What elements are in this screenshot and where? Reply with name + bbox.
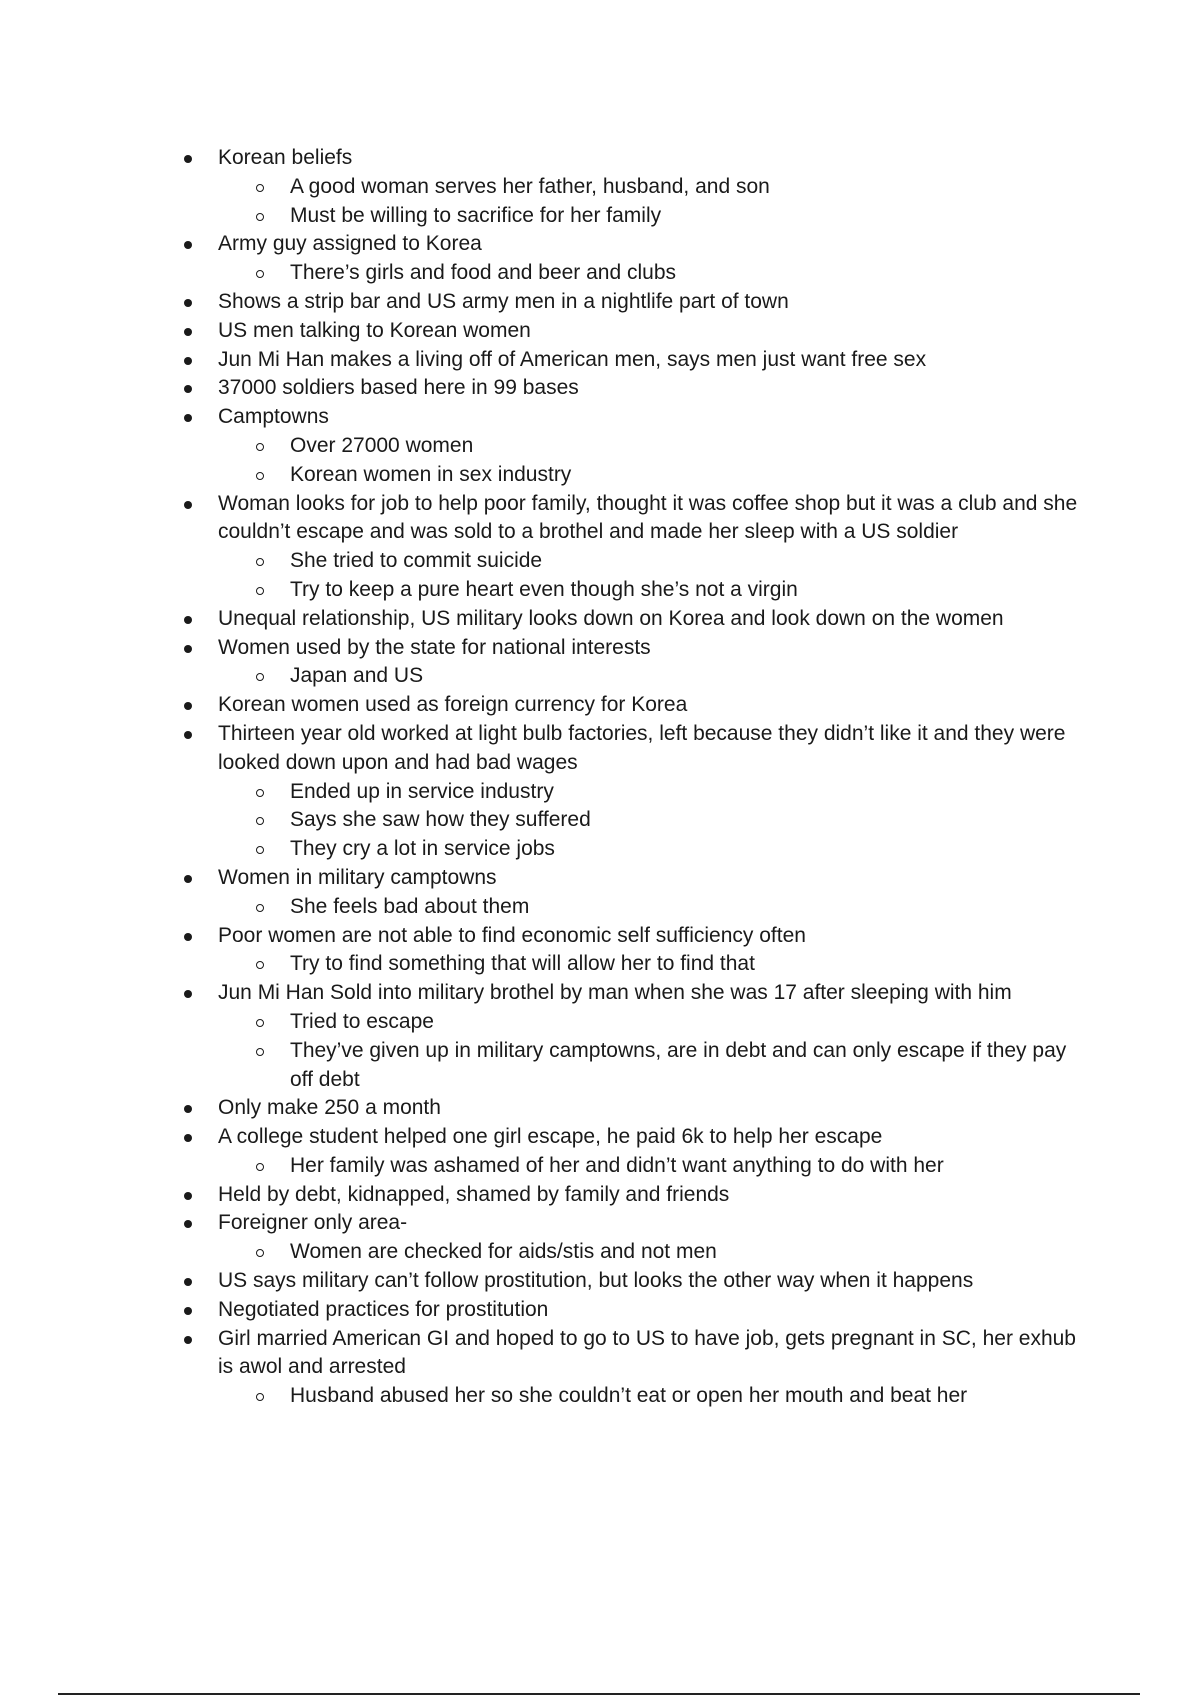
hollow-bullet-icon: [256, 270, 264, 278]
bullet-item: [0, 634, 1088, 663]
bullet-icon: [184, 875, 192, 883]
bullet-text: Over 27000 women: [290, 433, 474, 457]
sub-bullet-item: [0, 806, 1088, 835]
bullet-icon: [184, 731, 192, 739]
sub-bullet-item: [0, 835, 1088, 864]
bullet-text: Try to find something that will allow her to find that: [290, 952, 755, 976]
sub-bullet-item: [0, 1037, 1088, 1095]
hollow-bullet-icon: [256, 1393, 264, 1401]
hollow-bullet-icon: [256, 817, 264, 825]
bullet-text: Japan and US: [290, 664, 424, 688]
sub-bullet-item: [0, 662, 1088, 691]
bullet-list: [0, 144, 1200, 1411]
bullet-icon: [184, 357, 192, 365]
sub-bullet-item: [0, 778, 1088, 807]
bullet-text: US men talking to Korean women: [218, 318, 531, 342]
bullet-item: [0, 144, 1088, 173]
bullet-item: [0, 922, 1088, 951]
bullet-text: Unequal relationship, US military looks down on Korea and look down on the women: [218, 606, 1004, 630]
bullet-item: [0, 403, 1088, 432]
bullet-text: Husband abused her so she couldn’t eat or open her mouth and beat her: [290, 1384, 968, 1408]
bullet-item: [0, 1181, 1088, 1210]
hollow-bullet-icon: [256, 472, 264, 480]
bullet-icon: [184, 1307, 192, 1315]
bullet-text: Jun Mi Han makes a living off of American men, says men just want free sex: [218, 347, 927, 371]
bullet-text: Tried to escape: [290, 1009, 434, 1033]
bullet-text: A good woman serves her father, husband, and son: [290, 174, 770, 198]
sub-bullet-item: [0, 950, 1088, 979]
bullet-icon: [184, 385, 192, 393]
bullet-text: Women are checked for aids/stis and not men: [290, 1240, 717, 1264]
sub-bullet-item: [0, 173, 1088, 202]
bullet-text: Jun Mi Han Sold into military brothel by man when she was 17 after sleeping with him: [218, 981, 1012, 1005]
hollow-bullet-icon: [256, 443, 264, 451]
footer-divider: [58, 1693, 1140, 1695]
bullet-text: Negotiated practices for prostitution: [218, 1297, 549, 1321]
bullet-item: [0, 317, 1088, 346]
hollow-bullet-icon: [256, 673, 264, 681]
bullet-icon: [184, 241, 192, 249]
bullet-icon: [184, 616, 192, 624]
hollow-bullet-icon: [256, 1163, 264, 1171]
bullet-icon: [184, 1220, 192, 1228]
bullet-item: [0, 1209, 1088, 1238]
bullet-item: [0, 288, 1088, 317]
bullet-text: Girl married American GI and hoped to go to US to have job, gets pregnant in SC, her exhub is awol and arrested: [218, 1326, 1076, 1379]
bullet-item: [0, 605, 1088, 634]
bullet-item: [0, 720, 1088, 778]
bullet-icon: [184, 501, 192, 509]
bullet-icon: [184, 299, 192, 307]
hollow-bullet-icon: [256, 961, 264, 969]
bullet-item: [0, 374, 1088, 403]
hollow-bullet-icon: [256, 213, 264, 221]
sub-bullet-item: [0, 1382, 1088, 1411]
bullet-text: Try to keep a pure heart even though she’s not a virgin: [290, 577, 798, 601]
bullet-text: She feels bad about them: [290, 894, 530, 918]
bullet-text: Says she saw how they suffered: [290, 808, 591, 832]
sub-bullet-item: [0, 432, 1088, 461]
bullet-icon: [184, 1336, 192, 1344]
hollow-bullet-icon: [256, 1019, 264, 1027]
bullet-icon: [184, 155, 192, 163]
bullet-item: [0, 346, 1088, 375]
bullet-text: US says military can’t follow prostitution, but looks the other way when it happens: [218, 1269, 974, 1293]
bullet-text: She tried to commit suicide: [290, 549, 543, 573]
bullet-text: There’s girls and food and beer and clubs: [290, 261, 677, 285]
bullet-text: Camptowns: [218, 405, 329, 429]
sub-bullet-item: [0, 1152, 1088, 1181]
bullet-item: [0, 490, 1088, 548]
bullet-text: Korean women used as foreign currency for Korea: [218, 693, 688, 717]
bullet-item: [0, 1296, 1088, 1325]
bullet-text: Army guy assigned to Korea: [218, 232, 482, 256]
bullet-text: They cry a lot in service jobs: [290, 837, 555, 861]
sub-bullet-item: [0, 893, 1088, 922]
bullet-item: [0, 1325, 1088, 1383]
bullet-text: Thirteen year old worked at light bulb factories, left because they didn’t like it and they were looked down upon and had bad wages: [218, 721, 1066, 774]
bullet-icon: [184, 702, 192, 710]
bullet-icon: [184, 645, 192, 653]
bullet-text: Foreigner only area-: [218, 1211, 408, 1235]
bullet-text: Shows a strip bar and US army men in a nightlife part of town: [218, 289, 789, 313]
bullet-icon: [184, 1278, 192, 1286]
bullet-text: Poor women are not able to find economic self sufficiency often: [218, 923, 806, 947]
bullet-item: [0, 691, 1088, 720]
sub-bullet-item: [0, 547, 1088, 576]
bullet-text: Women in military camptowns: [218, 865, 497, 889]
bullet-icon: [184, 1105, 192, 1113]
sub-bullet-item: [0, 576, 1088, 605]
bullet-icon: [184, 1134, 192, 1142]
bullet-text: A college student helped one girl escape, he paid 6k to help her escape: [218, 1125, 883, 1149]
sub-bullet-item: [0, 461, 1088, 490]
hollow-bullet-icon: [256, 904, 264, 912]
hollow-bullet-icon: [256, 846, 264, 854]
bullet-item: [0, 230, 1088, 259]
sub-bullet-item: [0, 259, 1088, 288]
bullet-icon: [184, 414, 192, 422]
hollow-bullet-icon: [256, 587, 264, 595]
bullet-icon: [184, 1192, 192, 1200]
hollow-bullet-icon: [256, 789, 264, 797]
bullet-text: Must be willing to sacrifice for her family: [290, 203, 662, 227]
bullet-icon: [184, 933, 192, 941]
hollow-bullet-icon: [256, 1048, 264, 1056]
bullet-item: [0, 979, 1088, 1008]
hollow-bullet-icon: [256, 1249, 264, 1257]
bullet-text: Her family was ashamed of her and didn’t want anything to do with her: [290, 1153, 944, 1177]
bullet-text: Held by debt, kidnapped, shamed by family and friends: [218, 1182, 730, 1206]
bullet-item: [0, 1094, 1088, 1123]
bullet-text: Korean beliefs: [218, 146, 353, 169]
hollow-bullet-icon: [256, 184, 264, 192]
bullet-icon: [184, 328, 192, 336]
bullet-icon: [184, 990, 192, 998]
bullet-text: Only make 250 a month: [218, 1096, 441, 1120]
bullet-text: They’ve given up in military camptowns, are in debt and can only escape if they pay off debt: [290, 1038, 1067, 1091]
bullet-item: [0, 1123, 1088, 1152]
sub-bullet-item: [0, 1008, 1088, 1037]
bullet-text: Korean women in sex industry: [290, 462, 572, 486]
hollow-bullet-icon: [256, 558, 264, 566]
bullet-text: Ended up in service industry: [290, 779, 554, 803]
sub-bullet-item: [0, 1238, 1088, 1267]
bullet-item: [0, 1267, 1088, 1296]
sub-bullet-item: [0, 202, 1088, 231]
bullet-item: [0, 864, 1088, 893]
bullet-text: Woman looks for job to help poor family, thought it was coffee shop but it was a club and she couldn’t escape and was sold to a brothel and made her sleep with a US soldier: [218, 491, 1078, 544]
bullet-text: Women used by the state for national interests: [218, 635, 651, 659]
bullet-text: 37000 soldiers based here in 99 bases: [218, 376, 579, 400]
